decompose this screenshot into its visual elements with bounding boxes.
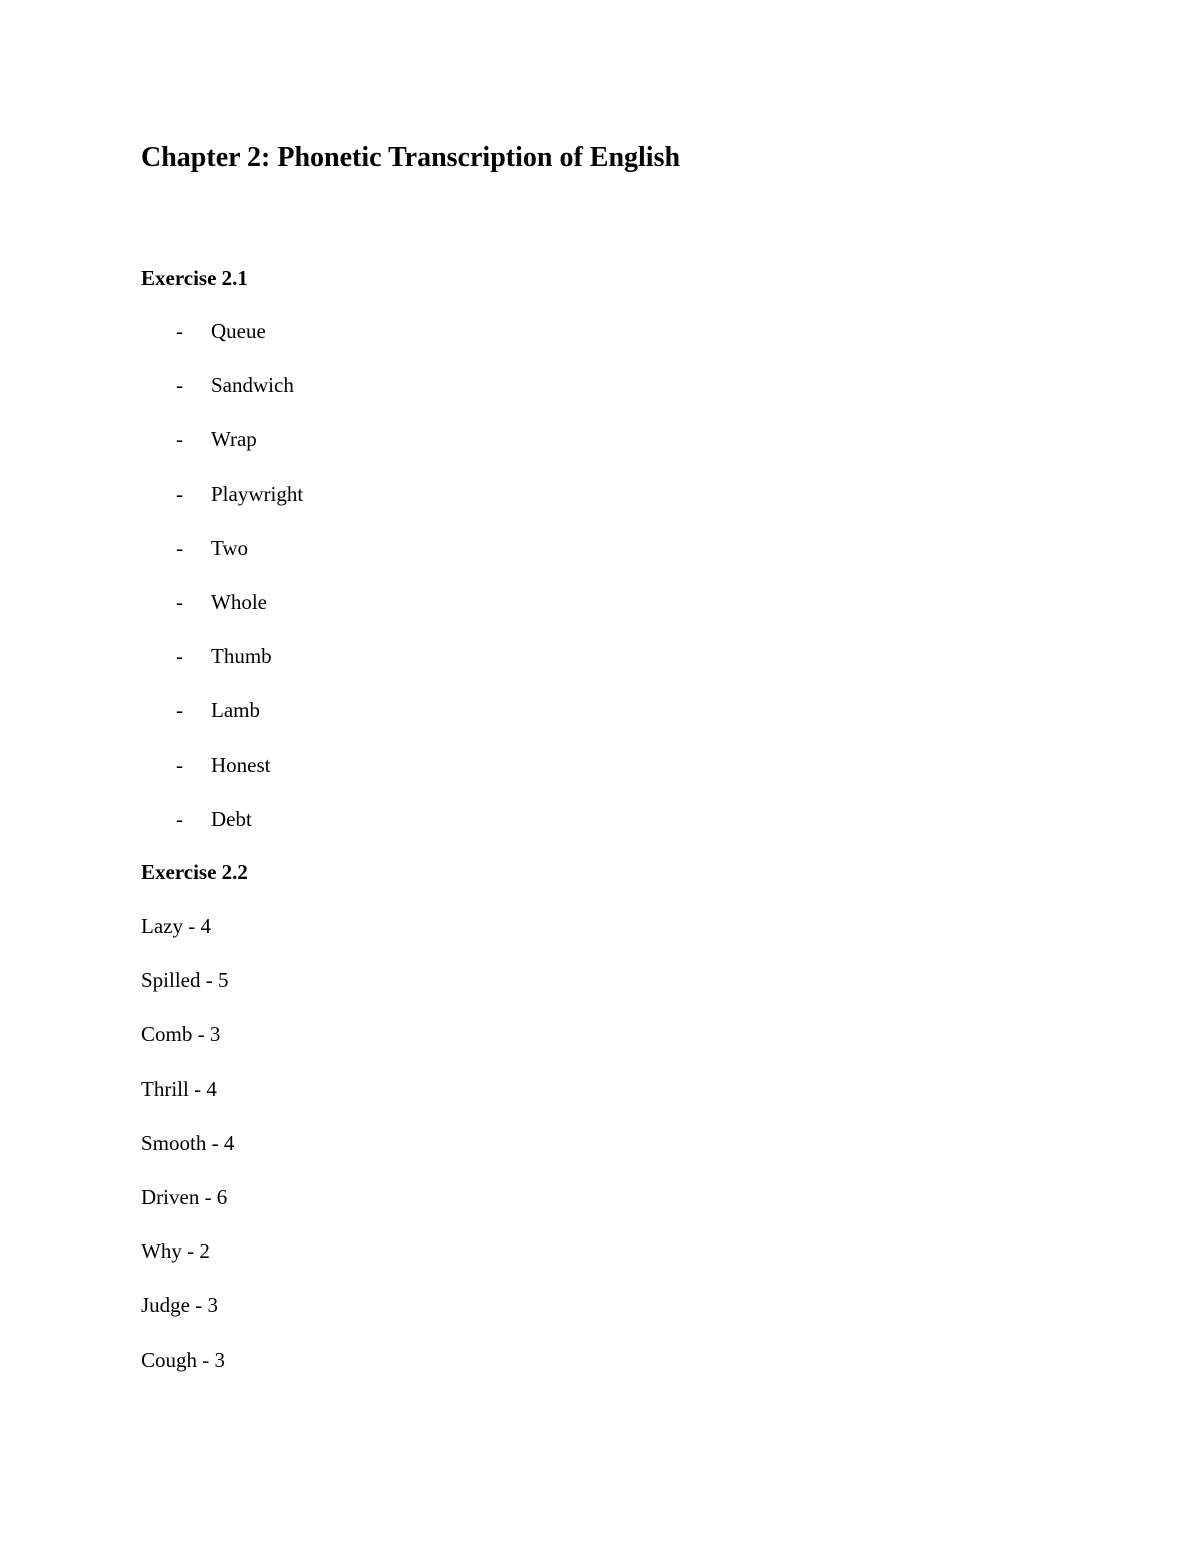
dash-bullet: - <box>176 589 183 614</box>
exercise-2-2-count-list <box>141 912 234 1400</box>
word-text: Whole <box>211 589 267 614</box>
chapter-title: Chapter 2: Phonetic Transcription of English <box>141 142 681 173</box>
count-list-item: Comb - 3 <box>141 1022 221 1047</box>
word-text: Lamb <box>211 698 260 723</box>
word-text: Debt <box>211 806 252 831</box>
dash-bullet: - <box>176 752 183 777</box>
word-text: Honest <box>211 752 271 777</box>
word-text: Playwright <box>211 481 304 506</box>
dash-bullet: - <box>176 319 183 343</box>
dash-bullet: - <box>176 427 183 452</box>
count-list-item: Judge - 3 <box>141 1293 218 1318</box>
word-text: Two <box>211 535 249 560</box>
count-list-item: Why - 2 <box>141 1239 210 1264</box>
word-text: Wrap <box>211 427 257 452</box>
count-list-item: Lazy - 4 <box>141 914 211 938</box>
word-text: Sandwich <box>211 373 294 398</box>
dash-bullet: - <box>176 481 183 506</box>
count-list-item: Cough - 3 <box>141 1347 225 1372</box>
count-list-item: Smooth - 4 <box>141 1130 235 1155</box>
dash-bullet: - <box>176 535 183 560</box>
dash-bullet: - <box>176 644 183 669</box>
word-text: Queue <box>211 319 266 343</box>
dash-bullet: - <box>176 698 183 723</box>
count-list-item: Thrill - 4 <box>141 1076 217 1101</box>
dash-bullet: - <box>176 806 183 831</box>
word-text: Thumb <box>211 644 272 669</box>
count-list-item: Spilled - 5 <box>141 968 229 993</box>
dash-bullet: - <box>176 373 183 398</box>
count-list-item: Driven - 6 <box>141 1184 228 1209</box>
exercise-2-1-heading: Exercise 2.1 <box>141 266 248 290</box>
exercise-2-2-heading: Exercise 2.2 <box>141 860 248 884</box>
